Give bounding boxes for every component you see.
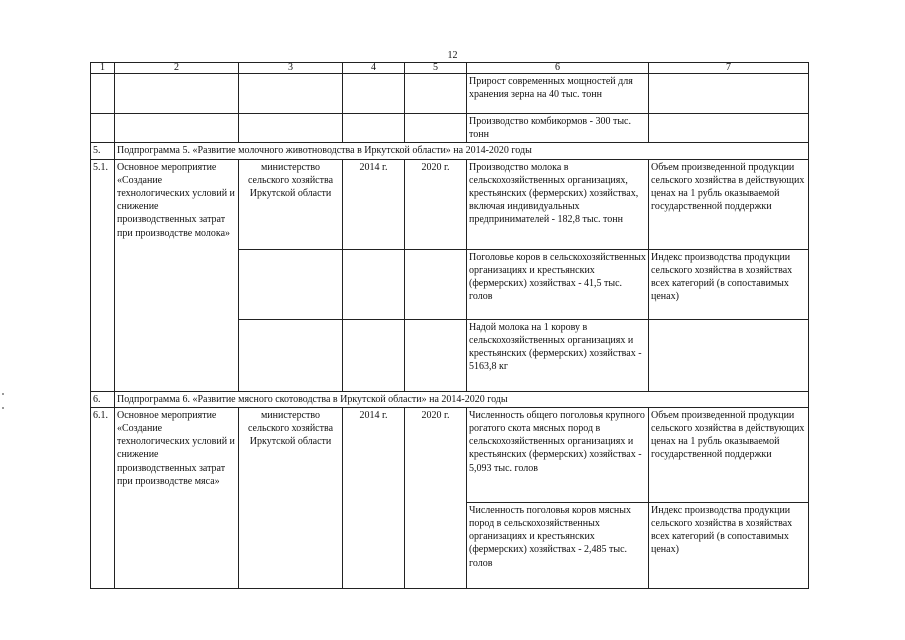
empty-cell — [239, 319, 343, 391]
result-cell: Прирост современных мощностей для хранения зерна на 40 тыс. тонн — [467, 74, 649, 114]
result-cell: Численность поголовья коров мясных пород в сельскохозяйственных организациях и крестьянских (фермерских) хозяйствах - 2,485 тыс. голов — [467, 502, 649, 588]
result-cell: Производство молока в сельскохозяйственных организациях, крестьянских (фермерских) хозяйствах, включая индивидуальных предпринимателей - 182,8 тыс. тонн — [467, 159, 649, 249]
empty-cell — [91, 114, 115, 143]
empty-cell — [115, 74, 239, 114]
column-number: 7 — [649, 63, 809, 74]
end-year: 2020 г. — [405, 407, 467, 588]
activity-name: Основное мероприятие «Создание технологических условий и снижение производственных затрат при производстве мяса» — [115, 407, 239, 588]
start-year: 2014 г. — [343, 159, 405, 249]
page-number: 12 — [447, 50, 458, 61]
end-year: 2020 г. — [405, 159, 467, 249]
program-table — [90, 62, 809, 589]
empty-cell — [239, 114, 343, 143]
scan-mark — [2, 407, 4, 409]
column-number: 1 — [91, 63, 115, 74]
empty-cell — [343, 114, 405, 143]
empty-cell — [343, 74, 405, 114]
item-number: 5.1. — [91, 159, 115, 391]
empty-cell — [405, 319, 467, 391]
column-number-row — [91, 63, 809, 74]
empty-cell — [343, 319, 405, 391]
indicator-cell: Индекс производства продукции сельского хозяйства в хозяйствах всех категорий (в сопоставимых ценах) — [649, 249, 809, 319]
empty-cell — [649, 74, 809, 114]
empty-cell — [115, 114, 239, 143]
result-cell: Поголовье коров в сельскохозяйственных организациях и крестьянских (фермерских) хозяйствах - 41,5 тыс. голов — [467, 249, 649, 319]
indicator-cell: Индекс производства продукции сельского хозяйства в хозяйствах всех категорий (в сопоставимых ценах) — [649, 502, 809, 588]
subprogram-number: 5. — [91, 143, 115, 159]
indicator-cell — [649, 319, 809, 391]
executor-cell: министерство сельского хозяйства Иркутской области — [239, 407, 343, 588]
column-number: 5 — [405, 63, 467, 74]
subprogram-row — [91, 143, 809, 159]
result-cell: Надой молока на 1 корову в сельскохозяйственных организациях и крестьянских (фермерских) хозяйствах - 5163,8 кг — [467, 319, 649, 391]
indicator-cell: Объем произведенной продукции сельского хозяйства в действующих ценах на 1 рубль оказываемой государственной поддержки — [649, 407, 809, 502]
table-row — [91, 74, 809, 114]
item-number: 6.1. — [91, 407, 115, 588]
start-year: 2014 г. — [343, 407, 405, 588]
table-row — [91, 159, 809, 249]
empty-cell — [649, 114, 809, 143]
table-row — [91, 114, 809, 143]
subprogram-title: Подпрограмма 5. «Развитие молочного животноводства в Иркутской области» на 2014-2020 годы — [115, 143, 809, 159]
table-row — [91, 407, 809, 502]
empty-cell — [239, 74, 343, 114]
subprogram-title: Подпрограмма 6. «Развитие мясного скотоводства в Иркутской области» на 2014-2020 годы — [115, 391, 809, 407]
empty-cell — [405, 249, 467, 319]
empty-cell — [405, 74, 467, 114]
empty-cell — [343, 249, 405, 319]
executor-cell: министерство сельского хозяйства Иркутской области — [239, 159, 343, 249]
result-cell: Производство комбикормов - 300 тыс. тонн — [467, 114, 649, 143]
column-number: 4 — [343, 63, 405, 74]
indicator-cell: Объем произведенной продукции сельского хозяйства в действующих ценах на 1 рубль оказываемой государственной поддержки — [649, 159, 809, 249]
column-number: 3 — [239, 63, 343, 74]
column-number: 2 — [115, 63, 239, 74]
empty-cell — [91, 74, 115, 114]
scan-mark — [2, 393, 4, 395]
subprogram-row — [91, 391, 809, 407]
subprogram-number: 6. — [91, 391, 115, 407]
empty-cell — [239, 249, 343, 319]
empty-cell — [405, 114, 467, 143]
result-cell: Численность общего поголовья крупного рогатого скота мясных пород в сельскохозяйственных организациях и крестьянских (фермерских) хозяйствах - 5,093 тыс. голов — [467, 407, 649, 502]
column-number: 6 — [467, 63, 649, 74]
activity-name: Основное мероприятие «Создание технологических условий и снижение производственных затрат при производстве молока» — [115, 159, 239, 391]
